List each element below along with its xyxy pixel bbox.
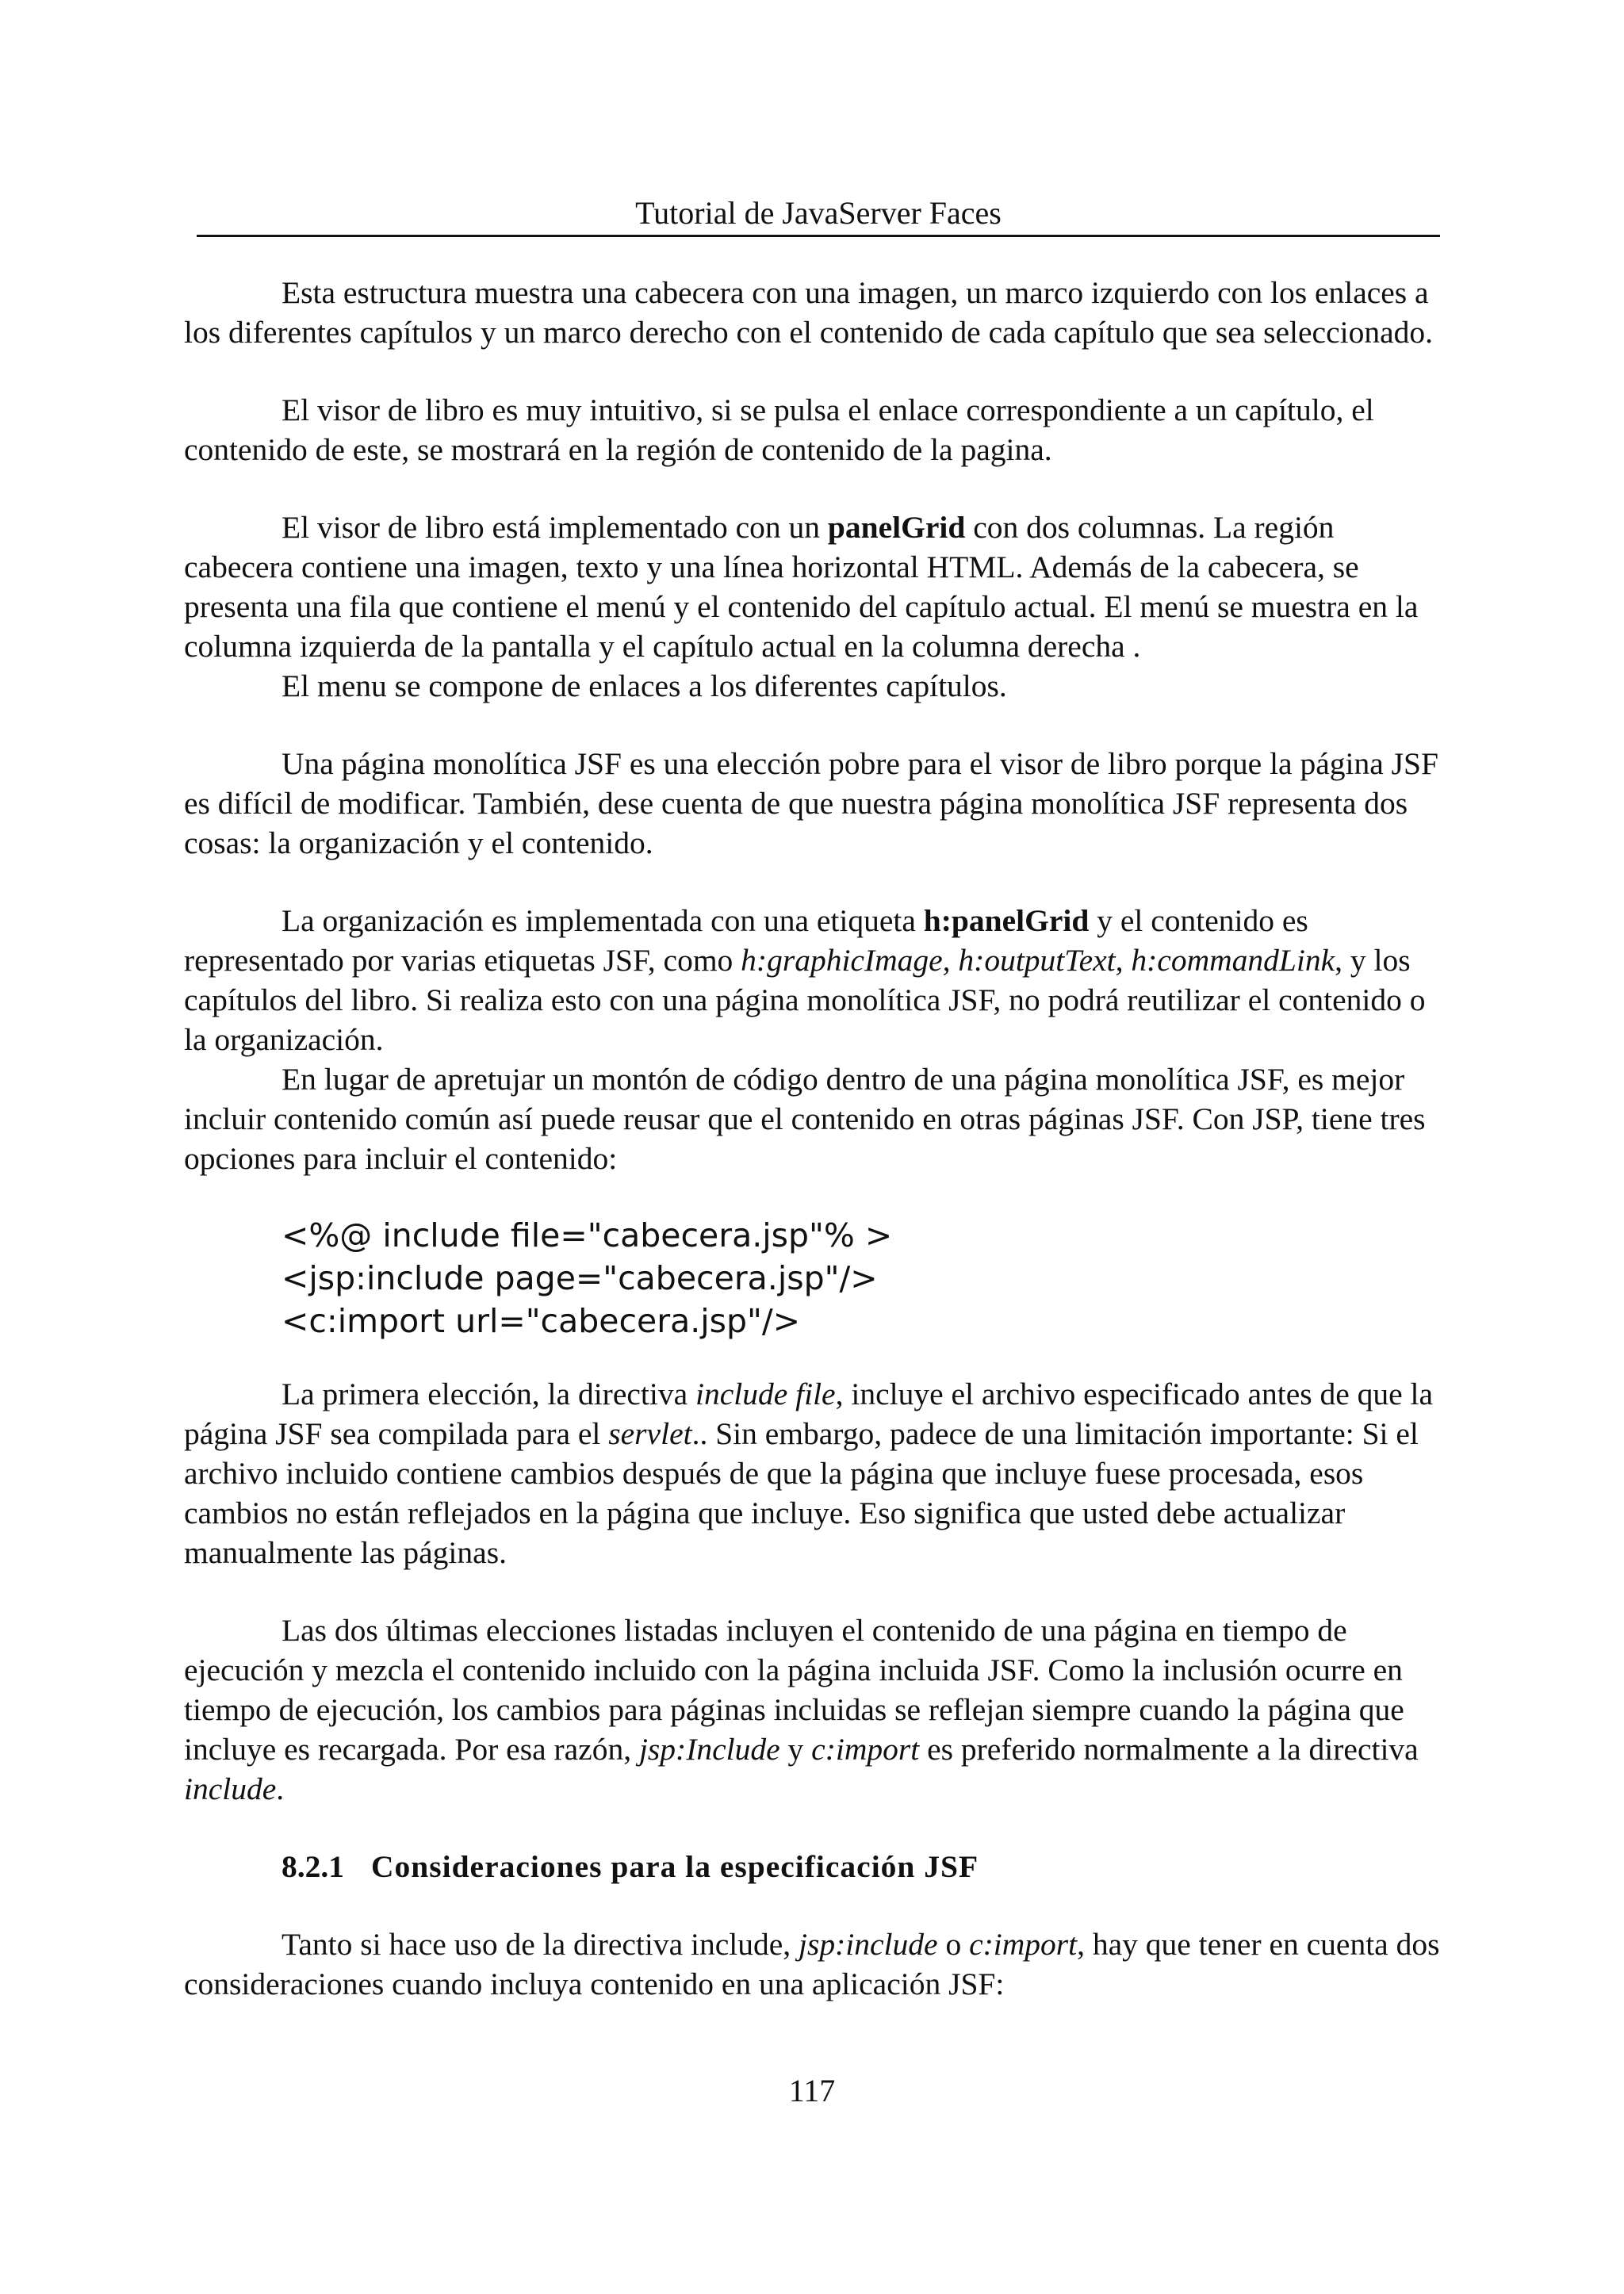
paragraph-considerations-text-1: Tanto si hace uso de la directiva include, — [282, 1927, 799, 1962]
code-line-c-import: <c:import url="cabecera.jsp"/> — [282, 1302, 801, 1340]
paragraph-panelgrid — [184, 507, 1445, 666]
paragraph-considerations — [184, 1924, 1445, 2004]
paragraph-runtime-inclusion-text-4: . — [276, 1771, 285, 1806]
paragraph-considerations-text-2: o — [937, 1927, 970, 1962]
c-import-term: c:import — [811, 1732, 920, 1767]
section-title: Consideraciones para la especificación JSF — [371, 1849, 979, 1884]
c-import-term-second: c:import — [969, 1927, 1078, 1962]
jsf-tags-term: h:graphicImage, h:outputText, h:commandLink — [741, 943, 1335, 978]
paragraph-include-file — [184, 1374, 1445, 1572]
paragraph-organization — [184, 901, 1445, 1059]
paragraph-runtime-inclusion — [184, 1610, 1445, 1809]
code-line-jsp-include: <jsp:include page="cabecera.jsp"/> — [282, 1259, 878, 1297]
paragraph-organization-text-3: , y los capítulos del libro. Si realiza esto con una página monolítica JSF, no podrá reutilizar el contenido o la organización. — [184, 943, 1426, 1057]
include-file-term: include file — [695, 1377, 836, 1411]
servlet-term: servlet — [608, 1416, 692, 1451]
paragraph-considerations-text-3: , hay que tener en cuenta dos consideraciones cuando incluya contenido en una aplicación JSF: — [184, 1927, 1440, 2001]
hpanelgrid-term: h:panelGrid — [923, 903, 1090, 938]
paragraph-organization-text-1: La organización es implementada con una etiqueta — [282, 903, 924, 938]
paragraph-include-file-text-2: , incluye el archivo especificado antes de que la página JSF sea compilada para el — [184, 1377, 1434, 1451]
paragraph-viewer: El visor de libro es muy intuitivo, si se pulsa el enlace correspondiente a un capítulo, el contenido de este, se mostrará en la región de contenido de la pagina. — [184, 393, 1374, 467]
paragraph-runtime-inclusion-text-3: es preferido normalmente a la directiva — [919, 1732, 1419, 1767]
paragraph-menu: El menu se compone de enlaces a los diferentes capítulos. — [282, 668, 1007, 703]
paragraph-runtime-inclusion-text-1: Las dos últimas elecciones listadas incluyen el contenido de una página en tiempo de ejecución y mezcla el contenido incluido con la página incluida JSF. Como la inclusión ocurre en tiempo de ejecución, los cambios para páginas incluidas se reflejan siempre cuando la página que incluye es recargada. Por esa razón, — [184, 1613, 1404, 1767]
paragraph-common-content: En lugar de apretujar un montón de código dentro de una página monolítica JSF, es mejor incluir contenido común así puede reusar que el contenido en otras páginas JSF. Con JSP, tiene tres opciones para incluir el contenido: — [184, 1062, 1426, 1176]
include-term: include — [184, 1771, 277, 1806]
paragraph-runtime-inclusion-text-2: y — [779, 1732, 812, 1767]
jsp-include-term: jsp:Include — [638, 1732, 780, 1767]
header-rule — [197, 235, 1440, 237]
page-body — [184, 273, 1445, 2004]
paragraph-include-file-text-1: La primera elección, la directiva — [282, 1377, 695, 1411]
paragraph-panelgrid-text-1: El visor de libro está implementado con un — [282, 510, 828, 545]
code-line-include-directive: <%@ include file="cabecera.jsp"% > — [282, 1216, 893, 1254]
paragraph-panelgrid-text-2: con dos columnas. La región cabecera contiene una imagen, texto y una línea horizontal HTML. Además de la cabecera, se presenta una fila que contiene el menú y el contenido del capítulo actual. El menú se muestra en la columna izquierda de la pantalla y el capítulo actual en la columna derecha . — [184, 510, 1419, 664]
panelgrid-term: panelGrid — [827, 510, 966, 545]
jsp-include-lowercase-term: jsp:include — [799, 1927, 938, 1962]
running-header: Tutorial de JavaServer Faces — [635, 195, 1002, 231]
paragraph-structure: Esta estructura muestra una cabecera con una imagen, un marco izquierdo con los enlaces a los diferentes capítulos y un marco derecho con el contenido de cada capítulo que sea seleccionado. — [184, 275, 1433, 350]
paragraph-monolithic-page: Una página monolítica JSF es una elección pobre para el visor de libro porque la página JSF es difícil de modificar. También, dese cuenta de que nuestra página monolítica JSF representa dos cosas: la organización y el contenido. — [184, 746, 1438, 860]
paragraph-include-file-text-3: .. Sin embargo, padece de una limitación importante: Si el archivo incluido contiene cambios después de que la página que incluye fuese procesada, esos cambios no están reflejados en la página que incluye. Eso significa que usted debe actualizar manualmente las páginas. — [184, 1416, 1419, 1570]
section-heading — [184, 1847, 1445, 1886]
section-number: 8.2.1 — [282, 1849, 344, 1884]
code-block — [184, 1214, 1445, 1342]
page-number: 117 — [788, 2073, 836, 2108]
paragraph-organization-text-2: y el contenido es representado por varias etiquetas JSF, como — [184, 903, 1308, 978]
